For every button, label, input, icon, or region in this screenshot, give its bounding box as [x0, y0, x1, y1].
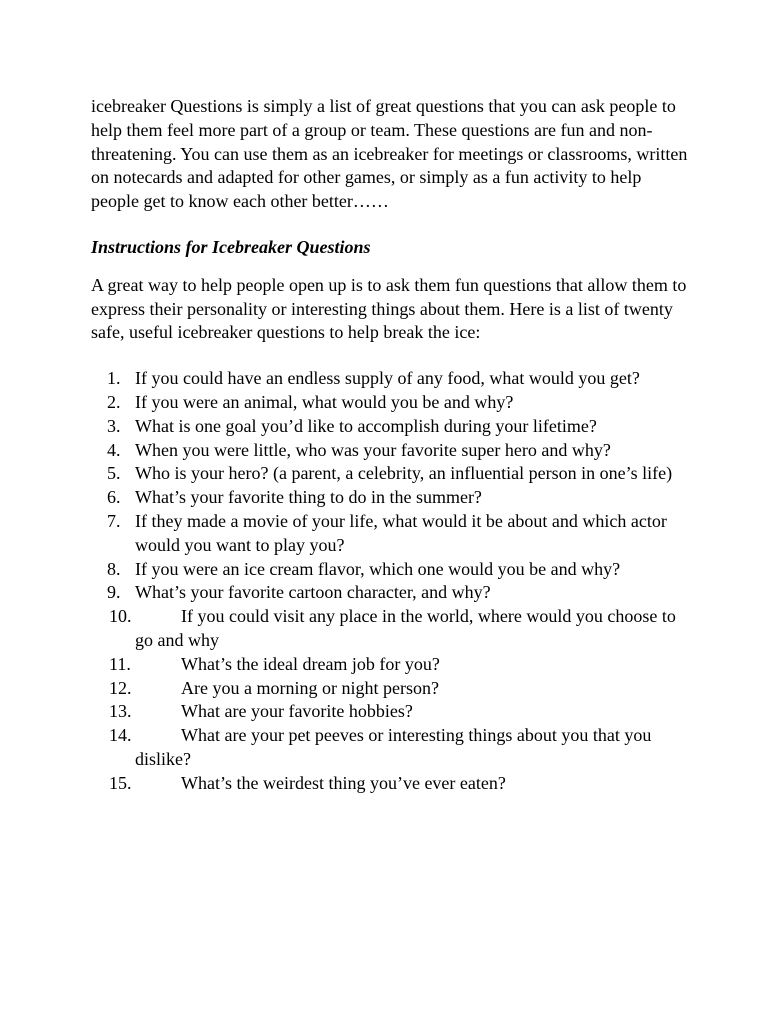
list-item	[91, 462, 691, 486]
item-number: 6.	[107, 487, 121, 508]
list-item	[91, 772, 691, 796]
item-text: What’s the ideal dream job for you?	[181, 653, 440, 674]
list-item	[91, 581, 691, 605]
item-number: 9.	[107, 582, 121, 603]
item-text: What are your pet peeves or interesting things about you that you dislike?	[135, 725, 652, 769]
item-text: Are you a morning or night person?	[181, 677, 439, 698]
intro-paragraph: icebreaker Questions is simply a list of great questions that you can ask people to help them feel more part of a group or team. These questions are fun and non-threatening. You can use them as an icebreaker for meetings or classrooms, written on notecards and adapted for other games, or simply as a fun activity to help people get to know each other better……	[91, 96, 688, 212]
instructions-paragraph: A great way to help people open up is to ask them fun questions that allow them to express their personality or interesting things about them. Here is a list of twenty safe, useful icebreaker questions to help break the ice:	[91, 274, 687, 343]
item-number: 14.	[109, 725, 132, 746]
item-text: If you could have an endless supply of any food, what would you get?	[135, 368, 640, 389]
item-number: 8.	[107, 558, 121, 579]
list-item	[91, 677, 691, 701]
item-number: 1.	[107, 368, 121, 389]
item-text: What is one goal you’d like to accomplish during your lifetime?	[135, 415, 597, 436]
item-text: If you were an animal, what would you be and why?	[135, 391, 514, 412]
item-text: Who is your hero? (a parent, a celebrity, an influential person in one’s life)	[135, 463, 673, 484]
item-text: What’s your favorite cartoon character, and why?	[135, 582, 491, 603]
item-number: 2.	[107, 391, 121, 412]
item-text: What’s the weirdest thing you’ve ever eaten?	[181, 772, 506, 793]
list-item	[91, 724, 691, 772]
item-text: When you were little, who was your favorite super hero and why?	[135, 439, 611, 460]
list-item	[91, 415, 691, 439]
item-text: If they made a movie of your life, what would it be about and which actor would you want to play you?	[135, 510, 667, 555]
list-item	[91, 486, 691, 510]
list-item	[91, 605, 691, 653]
item-number: 4.	[107, 439, 121, 460]
item-number: 3.	[107, 415, 121, 436]
list-item	[91, 558, 691, 582]
item-text: If you were an ice cream flavor, which one would you be and why?	[135, 558, 621, 579]
item-text: What are your favorite hobbies?	[181, 701, 413, 722]
document-page	[91, 95, 691, 796]
item-number: 13.	[109, 701, 132, 722]
item-number: 7.	[107, 510, 121, 531]
item-number: 12.	[109, 677, 132, 698]
item-number: 10.	[109, 606, 132, 627]
item-number: 5.	[107, 463, 121, 484]
section-heading: Instructions for Icebreaker Questions	[91, 236, 371, 257]
item-text: What’s your favorite thing to do in the summer?	[135, 487, 482, 508]
list-item	[91, 391, 691, 415]
item-number: 15.	[109, 772, 132, 793]
list-item	[91, 367, 691, 391]
question-list	[91, 367, 691, 795]
item-text: If you could visit any place in the world, where would you choose to go and why	[135, 606, 676, 650]
list-item	[91, 700, 691, 724]
list-item	[91, 439, 691, 463]
list-item	[91, 653, 691, 677]
item-number: 11.	[109, 653, 131, 674]
list-item	[91, 510, 691, 558]
